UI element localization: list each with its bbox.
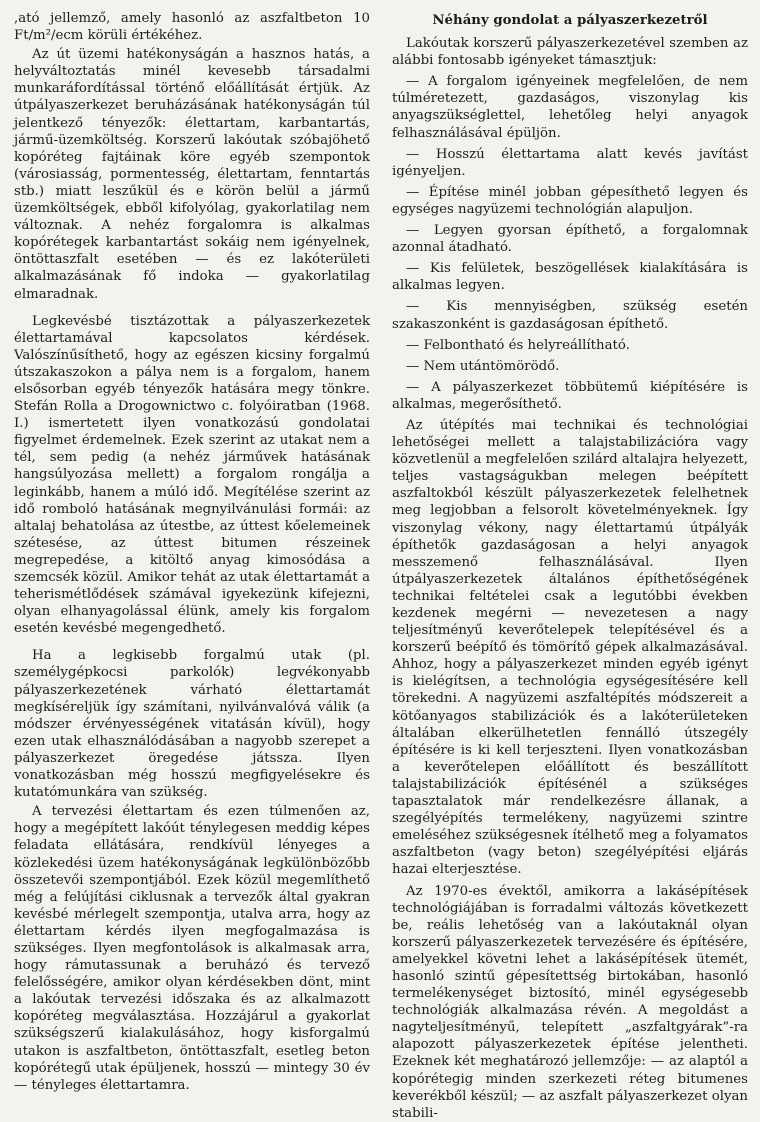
- requirement-item-4: — Legyen gyorsan építhető, a forgalomnak azonnal átadható.: [392, 223, 748, 256]
- requirement-item-6: — Kis mennyiségben, szükség esetén szakaszonként is gazdaságosan építhető.: [392, 299, 748, 332]
- left-paragraph-4: Ha a legkisebb forgalmú utak (pl. személygépkocsi parkolók) legvékonyabb pályaszerkezetének várható élettartamát megkíséreljük így számítani, nyilvánvalóvá válik (a módszer érvényességének vitatásán kívül), hogy ezen utak elhasználódásában a nagyobb szerepet a pályaszerkezet öregedése játssza. Ilyen vonatkozásban még hosszú megfigyelésekre és kutatómunkára van szükség.: [14, 648, 370, 801]
- left-paragraph-1: ,ató jellemző, amely hasonló az aszfaltbeton 10 Ft/m²/ecm körüli értékéhez.: [14, 11, 370, 44]
- right-paragraph-2: Az útépítés mai technikai és technológiai lehetőségei mellett a talajstabilizációra vagy közvetlenül a megfelelően szilárd altalajra helyezett, teljes vastagságukban melegen beépített aszfaltokból készült pályaszerkezetek felelhetnek meg legjobban a felsorolt követelményeknek. Így viszonylag vékony, nagy élettartamú útpályák építhetők gazdaságosan a helyi anyagok messzemenő felhasználásával. Ilyen útpályaszerkezetek általános építhetőségének technikai feltételei csak a legutóbbi években kezdenek megérni — nevezetesen a nagy teljesítményű keverőtelepek telepítésével és a korszerű beépítő és tömörítő gépek alkalmazásával. Ahhoz, hogy a pályaszerkezet minden egyéb igényt is kielégítsen, a technológia egységesítésére kell törekedni. A nagyüzemi aszfaltépítés módszereit a kötőanyagos stabilizációk és a lakóterületeken általában elkerülhetetlen fennálló útszegély építésére is ki kell terjeszteni. Ilyen vonatkozásban a keverőtelepen előállított és beszállított talajstabilizációk építésénél a szükséges tapasztalatok már rendelkezésre állanak, a szegélyépítés termelékeny, nagyüzemi szintre emeléséhez szükségesnek ítélhető meg a folyamatos aszfaltbeton (vagy beton) szegélyépítési eljárás hazai elterjesztése.: [392, 417, 748, 878]
- requirement-item-3: — Építése minél jobban gépesíthető legyen és egységes nagyüzemi technológián alapuljon.: [392, 184, 748, 217]
- right-column: [392, 10, 748, 1121]
- requirement-item-9: — A pályaszerkezet többütemű kiépítésére is alkalmas, megerősíthető.: [392, 379, 748, 412]
- right-paragraph-3: Az 1970-es évektől, amikorra a lakásépítések technológiájában is forradalmi változás következett be, reális lehetőség van a lakóutaknál olyan korszerű pályaszerkezetek tervezésére és építésére, amelyekkel követni lehet a lakásépítések ütemét, hasonló szintű gépesítettség birtokában, hasonló termelékenységet biztosító, minél egységesebb technológiák alkalmazása révén. A megoldást a nagyteljesítményű, telepített „aszfaltgyárak”-ra alapozott pályaszerkezetek építése jelentheti. Ezeknek két meghatározó jellemzője: — az alaptól a kopórétegig minden szerkezeti réteg bitumenes keverékből készül; — az aszfalt pályaszerkezet olyan stabili-: [392, 883, 748, 1121]
- left-paragraph-3: Legkevésbé tisztázottak a pályaszerkezetek élettartamával kapcsolatos kérdések. Valószínűsíthető, hogy az egészen kicsiny forgalmú útszakaszokon a pálya nem is a forgalom, hanem elsősorban egyéb tényezők hatására megy tönkre. Stefán Rolla a Drogownictwo c. folyóiratban (1968. I.) ismertetett ilyen vonatkozású gondolatai figyelmet érdemelnek. Ezek szerint az utakat nem a tél, sem pedig (a nehéz járművek hatásának hangsúlyozása mellett) a forgalom rongálja a leginkább, hanem a múló idő. Megítélése szerint az idő romboló hatásának megnyilvánulási formái: az altalaj behatolása az útestbe, az úttest kőelemeinek szétesése, az úttest bitumen részeinek megrepedése, a kitöltő anyag kimosódása a szemcsék közül. Amikor tehát az utak élettartamát a teherismétlődések számával igyekezünk kifejezni, olyan elhanyagolással élünk, amely kis forgalom esetén kevésbé megengedhető.: [14, 313, 370, 637]
- left-paragraph-5: A tervezési élettartam és ezen túlmenően az, hogy a megépített lakóút ténylegesen meddig képes feladata ellátására, rendkívül lényeges a közlekedési üzem hatékonyságának legkülönbözőbb összetevői szempontjából. Ezek közül megemlíthető még a felújítási ciklusnak a tervezők által gyakran kevésbé mérlegelt szempontja, utalva arra, hogy az élettartam kérdés ilyen megfogalmazása is szükséges. Ilyen megfontolások is alkalmasak arra, hogy rámutassunak a beruházó és tervező felelősségére, amikor olyan kérdésekben dönt, mint a lakóutak tervezési időszaka és az alkalmazott kopóréteg megválasztása. Hozzájárul a gyakorlat szükségszerű kialakulásához, hogy kisforgalmú utakon is aszfaltbeton, öntöttaszfalt, esetleg beton kopórétegű utak épüljenek, hosszú — mintegy 30 év — tényleges élettartamra.: [14, 804, 370, 1093]
- requirement-item-8: — Nem utántömörödő.: [406, 358, 560, 374]
- requirement-item-7: — Felbontható és helyreállítható.: [406, 337, 630, 353]
- requirement-item-2: — Hosszú élettartama alatt kevés javítást igényeljen.: [392, 146, 748, 179]
- requirement-item-5: — Kis felületek, beszögellések kialakítására is alkalmas legyen.: [392, 261, 748, 294]
- left-column: [14, 10, 370, 1102]
- left-paragraph-2: Az út üzemi hatékonyságán a hasznos hatás, a helyváltoztatás minél kevesebb társadalmi munkaráfordítással történő előállítását értjük. Az útpályaszerkezet beruházásának hatékonyságán túl jelentkező tényezők: élettartam, karbantartás, jármű-üzemköltség. Korszerű lakóutak szóbajöhető kopóréteg fajtáinak köre egyéb szempontok (városiasság, pormentesség, élettartam, fenntartás stb.) miatt leszűkül és e körön belül a jármű üzemköltségek, ebből kifolyólag, gyakorlatilag nem változnak. A nehéz forgalomra is alkalmas kopórétegek karbantartást sokáig nem igényelnek, öntöttaszfalt esetében — és ez lakóterületi alkalmazásának fő indoka — gyakorlatilag elmaradnak.: [14, 47, 370, 302]
- section-heading: Néhány gondolat a pályaszerkezetről: [432, 13, 708, 28]
- right-paragraph-1: Lakóutak korszerű pályaszerkezetével szemben az alábbi fontosabb igényeket támasztjuk:: [392, 36, 748, 69]
- requirement-item-1: — A forgalom igényeinek megfelelően, de nem túlméretezett, gazdaságos, viszonylag kis anyagszükséglettel, lehetőleg helyi anyagok felhasználásával épüljön.: [392, 74, 748, 141]
